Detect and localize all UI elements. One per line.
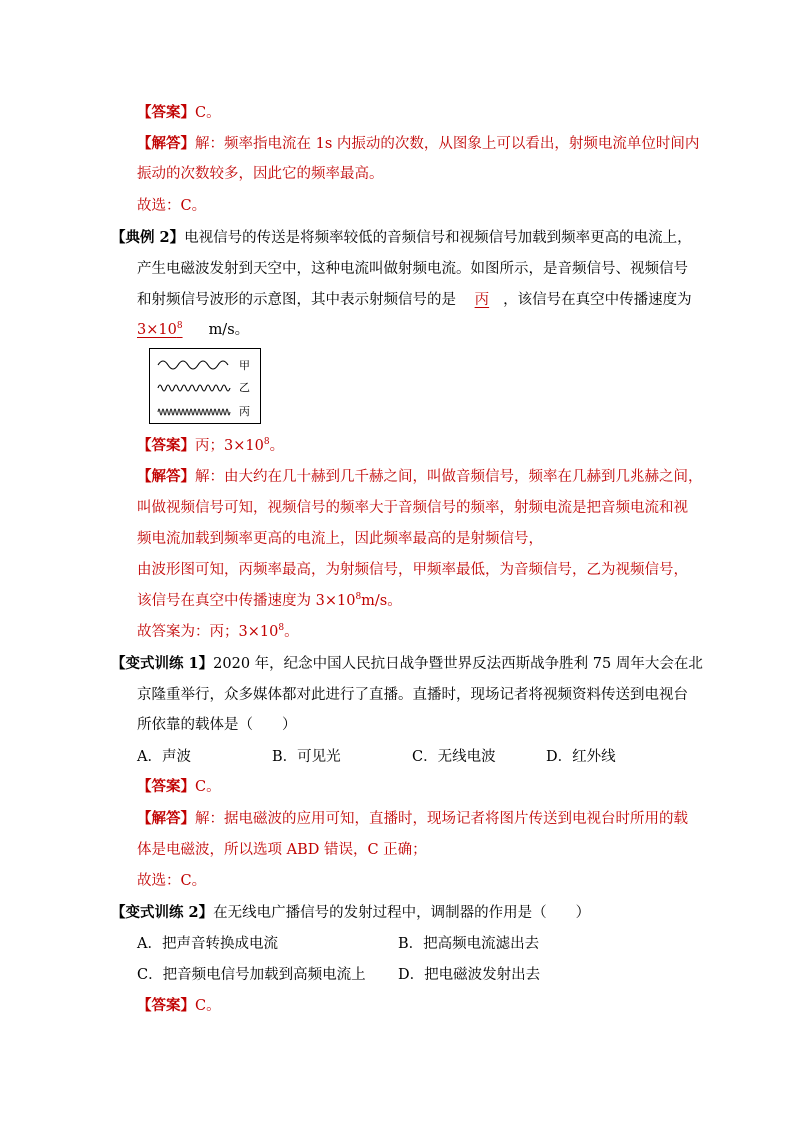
wave-label-jia: 甲: [239, 359, 250, 372]
train2-option-b: B．把高频电流滤出去: [398, 936, 540, 952]
example2-analysis-line1: 【解答】解：由大约在几十赫到几千赫之间，叫做音频信号，频率在几赫到几兆赫之间，: [137, 468, 703, 485]
train1-line3: 所依靠的载体是（ ）: [137, 717, 297, 733]
q1-answer: 【答案】C。: [137, 104, 221, 121]
train1-option-c: C．无线电波: [412, 749, 496, 765]
example2-line4: $3\times 10^8$ m/s。: [137, 321, 250, 338]
wave-bing: [158, 409, 230, 415]
example2-line2: 产生电磁波发射到天空中，这种电流叫做射频电流。如图所示，是音频信号、视频信号: [137, 261, 688, 277]
wave-yi: [158, 385, 230, 391]
blank-2: $3\times 10^8$: [137, 321, 183, 338]
q1-analysis-line2: 振动的次数较多，因此它的频率最高。: [137, 166, 384, 182]
example2-analysis-line4: 由波形图可知，丙频率最高，为射频信号，甲频率最低，为音频信号，乙为视频信号，: [137, 562, 688, 578]
train2-line1: 【变式训练 2】在无线电广播信号的发射过程中，调制器的作用是（ ）: [111, 904, 591, 921]
train1-analysis-line2: 体是电磁波，所以选项 ABD 错误，C 正确；: [137, 842, 427, 858]
example2-analysis-line5: 该信号在真空中传播速度为 $3\times 10^8m/s$。: [137, 592, 402, 609]
train1-option-b: B．可见光: [272, 749, 341, 765]
train1-line1: 【变式训练 1】2020 年，纪念中国人民抗日战争暨世界反法西斯战争胜利 75 周年大会在北: [111, 655, 703, 672]
q1-choose: 故选：C。: [137, 198, 207, 214]
wave-jia: [158, 361, 228, 369]
q1-analysis-line1: 【解答】解：频率指电流在 1s 内振动的次数，从图象上可以看出，射频电流单位时间内: [137, 135, 700, 152]
waveform-figure: [149, 348, 261, 424]
wave-label-bing: 丙: [239, 405, 250, 418]
train2-option-d: D．把电磁波发射出去: [398, 967, 541, 983]
train1-option-a: A．声波: [137, 749, 191, 765]
train2-option-c: C．把音频电信号加载到高频电流上: [137, 967, 366, 983]
train2-option-a: A．把声音转换成电流: [137, 936, 278, 952]
example2-answer: 【答案】丙；$3\times 10^8$。: [137, 437, 285, 454]
example2-final: 故答案为：丙；$3\times 10^8$。: [137, 623, 299, 640]
train1-line2: 京隆重举行，众多媒体都对此进行了直播。直播时，现场记者将视频资料传送到电视台: [137, 687, 688, 703]
example2-analysis-line2: 叫做视频信号可知，视频信号的频率大于音频信号的频率，射频电流是把音频电流和视: [137, 500, 688, 516]
train1-option-d: D．红外线: [546, 749, 616, 765]
train1-choose: 故选：C。: [137, 873, 207, 889]
example2-analysis-line3: 频电流加载到频率更高的电流上，因此频率最高的是射频信号，: [137, 531, 543, 547]
example2-line1: 【典例 2】电视信号的传送是将频率较低的音频信号和视频信号加载到频率更高的电流上，: [111, 229, 692, 246]
wave-label-yi: 乙: [239, 381, 250, 394]
example2-line3: 和射频信号波形的示意图，其中表示射频信号的是 丙 ，该信号在真空中传播速度为: [137, 292, 692, 308]
train1-analysis-line1: 【解答】解：据电磁波的应用可知，直播时，现场记者将图片传送到电视台时所用的载: [137, 810, 688, 827]
blank-1: 丙: [474, 292, 490, 308]
train2-answer: 【答案】C。: [137, 997, 221, 1014]
train1-answer: 【答案】C。: [137, 778, 221, 795]
